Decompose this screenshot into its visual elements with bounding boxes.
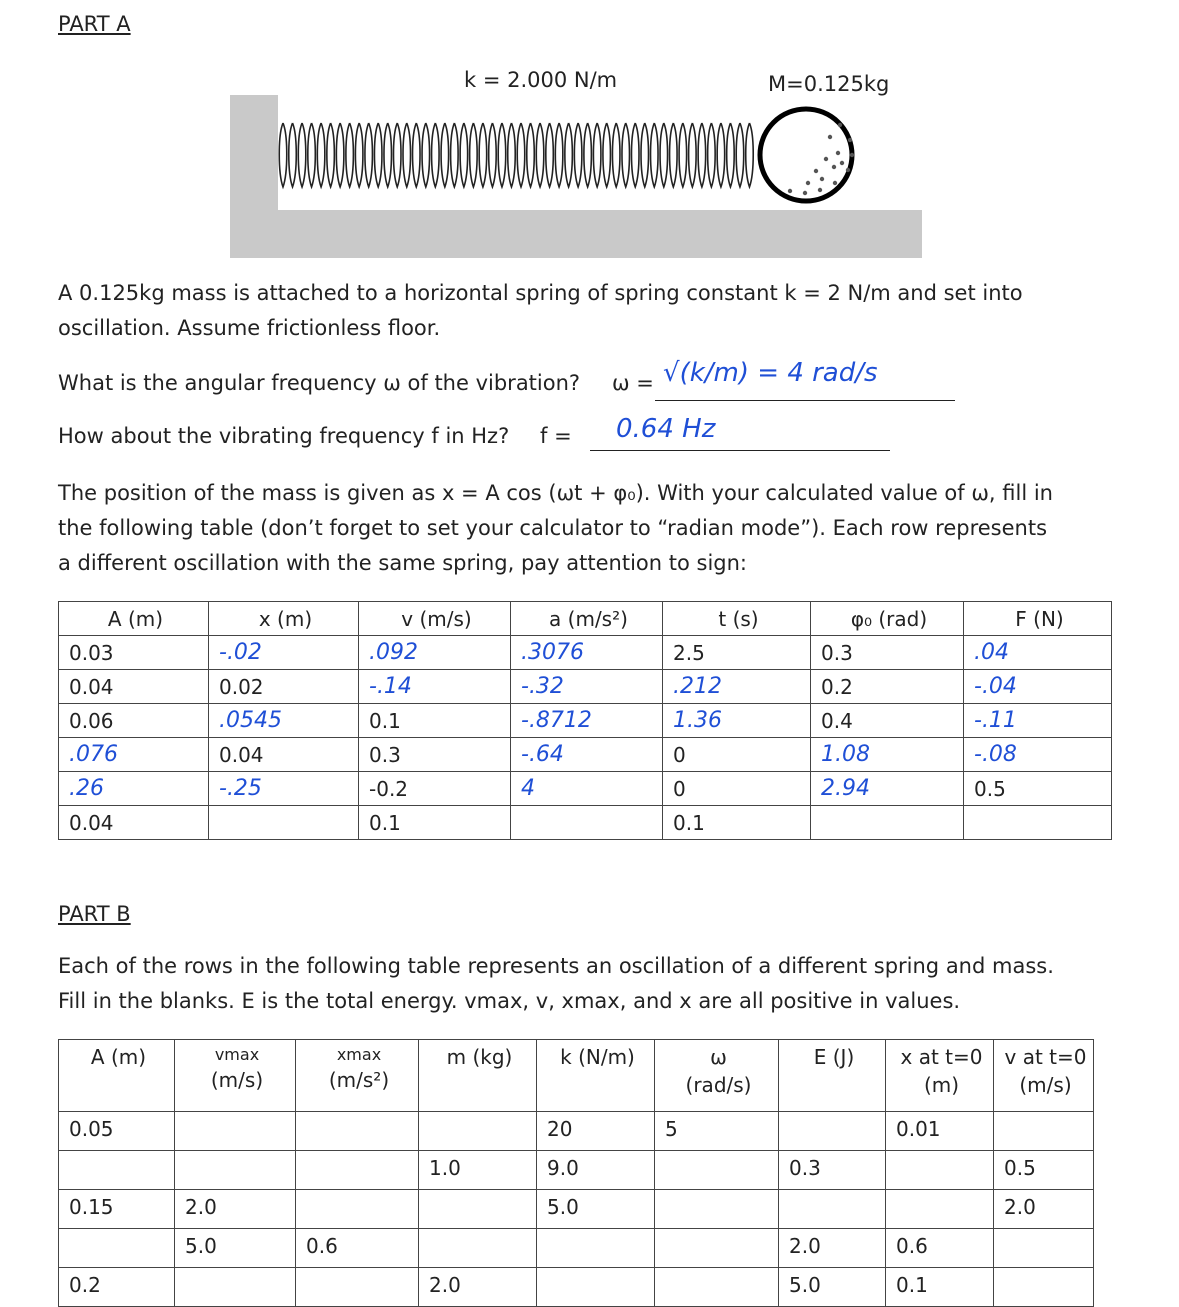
- part-b-header-label: xmax: [336, 1045, 382, 1064]
- part-b-header-label: v at t=0: [1004, 1045, 1087, 1069]
- part-a-table-cell: 2.5: [663, 636, 811, 670]
- part-a-table-cell: 0: [663, 738, 811, 772]
- part-a-table-cell: 2.94: [811, 772, 964, 806]
- part-b-header-unit: (m/s²): [328, 1068, 390, 1092]
- part-a-table-cell: .26: [59, 772, 209, 806]
- part-a-table-cell: -.11: [964, 704, 1112, 738]
- golf-ball-dimple: [788, 189, 792, 193]
- part-b-table-cell: 20: [537, 1112, 655, 1151]
- part-a-column-header: a (m/s²): [511, 602, 663, 636]
- wall: [230, 95, 278, 258]
- part-b-table-cell: 2.0: [779, 1229, 886, 1268]
- part-a-column-header: x (m): [209, 602, 359, 636]
- part-a-table-cell: .212: [663, 670, 811, 704]
- omega-prefix: ω =: [612, 371, 654, 395]
- part-b-table-cell[interactable]: [175, 1151, 296, 1190]
- part-a-table-cell: 0.3: [359, 738, 511, 772]
- part-b-table-cell[interactable]: [994, 1229, 1094, 1268]
- part-b-table-cell[interactable]: [296, 1112, 419, 1151]
- part-b-table-cell: 0.05: [59, 1112, 175, 1151]
- part-a-table-cell: 0.04: [59, 670, 209, 704]
- part-b-header-label: vmax: [214, 1045, 260, 1064]
- part-a-table-cell: -.08: [964, 738, 1112, 772]
- part-a-table-cell: 0.4: [811, 704, 964, 738]
- part-a-table-cell: -.64: [511, 738, 663, 772]
- golf-ball-dimple: [838, 123, 842, 127]
- part-a-column-header: A (m): [59, 602, 209, 636]
- part-a-table-cell: -.14: [359, 670, 511, 704]
- part-a-table-row: [59, 806, 1112, 840]
- part-b-table-row: [59, 1190, 1094, 1229]
- part-a-table-row: [59, 738, 1112, 772]
- part-b-table-cell: 5.0: [175, 1229, 296, 1268]
- part-b-table-cell[interactable]: [59, 1229, 175, 1268]
- part-b-table-row: [59, 1151, 1094, 1190]
- part-b-column-header: [537, 1040, 655, 1112]
- golf-ball-dimple: [850, 153, 854, 157]
- part-a-table: [58, 601, 1112, 840]
- mass-label: M=0.125kg: [768, 72, 890, 96]
- golf-ball-dimple: [818, 188, 822, 192]
- part-b-table-cell: 5.0: [537, 1190, 655, 1229]
- part-b-table-cell: 2.0: [175, 1190, 296, 1229]
- part-b-header-label: E (J): [813, 1045, 855, 1069]
- spring-mass-figure: [230, 95, 922, 260]
- part-a-table-cell: 0.2: [811, 670, 964, 704]
- part-a-table-cell: 0.04: [59, 806, 209, 840]
- part-a-table-cell: 0.3: [811, 636, 964, 670]
- part-a-table-cell: 0.03: [59, 636, 209, 670]
- part-b-header-unit: (rad/s): [685, 1073, 752, 1097]
- floor: [230, 210, 922, 258]
- part-b-table-cell[interactable]: [419, 1229, 537, 1268]
- part-a-table-cell[interactable]: [511, 806, 663, 840]
- part-a-table-cell: .076: [59, 738, 209, 772]
- part-a-table-cell: -.8712: [511, 704, 663, 738]
- part-b-table-cell: 1.0: [419, 1151, 537, 1190]
- part-a-table-cell: .3076: [511, 636, 663, 670]
- part-b-table-cell[interactable]: [296, 1190, 419, 1229]
- part-b-table-cell: 2.0: [419, 1268, 537, 1307]
- part-b-table-row: [59, 1112, 1094, 1151]
- part-b-column-header: [59, 1040, 175, 1112]
- part-a-table-cell: 0.02: [209, 670, 359, 704]
- golf-ball-dimple: [814, 169, 818, 173]
- part-a-table-cell: 1.08: [811, 738, 964, 772]
- part-a-table-cell: .0545: [209, 704, 359, 738]
- position-para-line-1: The position of the mass is given as x = A cos (ωt + φ₀). With your calculated value of ω, fill in: [58, 481, 1053, 505]
- part-a-table-cell: .092: [359, 636, 511, 670]
- part-a-column-header: φ₀ (rad): [811, 602, 964, 636]
- part-a-column-header: F (N): [964, 602, 1112, 636]
- part-b-table-cell[interactable]: [655, 1229, 779, 1268]
- part-b-table-cell[interactable]: [886, 1190, 994, 1229]
- part-a-column-header: v (m/s): [359, 602, 511, 636]
- part-b-table-cell[interactable]: [419, 1190, 537, 1229]
- part-b-table-cell: 0.01: [886, 1112, 994, 1151]
- position-para-line-3: a different oscillation with the same spring, pay attention to sign:: [58, 551, 747, 575]
- spring-constant-label: k = 2.000 N/m: [464, 68, 618, 92]
- golf-ball-dimple: [848, 138, 852, 142]
- part-b-table-cell[interactable]: [419, 1112, 537, 1151]
- part-b-para-line-1: Each of the rows in the following table represents an oscillation of a different spring and mass.: [58, 954, 1054, 978]
- part-a-table-cell: 0.06: [59, 704, 209, 738]
- part-b-table-cell[interactable]: [779, 1190, 886, 1229]
- golf-ball-dimple: [836, 151, 840, 155]
- part-b-column-header: [655, 1040, 779, 1112]
- golf-ball-dimple: [820, 177, 824, 181]
- part-a-table-cell[interactable]: [209, 806, 359, 840]
- part-b-table-cell: 0.1: [886, 1268, 994, 1307]
- part-a-table-cell: 0.1: [359, 704, 511, 738]
- part-b-table-cell: 0.15: [59, 1190, 175, 1229]
- part-b-table-cell: 0.6: [886, 1229, 994, 1268]
- frequency-prefix: f =: [540, 424, 572, 448]
- part-b-table-cell: 5.0: [779, 1268, 886, 1307]
- part-b-table-cell: 9.0: [537, 1151, 655, 1190]
- golf-ball-dimple: [806, 181, 810, 185]
- part-b-header-label: k (N/m): [560, 1045, 635, 1069]
- part-b-table-cell[interactable]: [296, 1151, 419, 1190]
- part-a-table-cell[interactable]: [964, 806, 1112, 840]
- golf-ball-dimple: [840, 161, 844, 165]
- part-a-table-cell: 0: [663, 772, 811, 806]
- part-b-column-header: [175, 1040, 296, 1112]
- part-b-header-unit: (m/s): [210, 1068, 264, 1092]
- part-a-table-cell: 0.5: [964, 772, 1112, 806]
- part-a-table-cell: -.32: [511, 670, 663, 704]
- part-a-table-cell[interactable]: [811, 806, 964, 840]
- position-para-line-2: the following table (don’t forget to set your calculator to “radian mode”). Each row represents: [58, 516, 1048, 540]
- part-b-header: PART B: [58, 902, 131, 926]
- omega-answer-field[interactable]: [655, 354, 955, 401]
- part-b-table-cell[interactable]: [175, 1112, 296, 1151]
- golf-ball-dimple: [828, 135, 832, 139]
- part-b-table: [58, 1039, 1094, 1307]
- part-b-column-header: [296, 1040, 419, 1112]
- part-a-table-cell: 0.04: [209, 738, 359, 772]
- golf-ball-dimple: [832, 165, 836, 169]
- golf-ball-dimple: [824, 157, 828, 161]
- part-b-table-cell[interactable]: [779, 1112, 886, 1151]
- part-a-table-row: [59, 772, 1112, 806]
- part-a-column-header: t (s): [663, 602, 811, 636]
- part-b-header-label: ω: [710, 1045, 727, 1069]
- part-b-table-cell: 0.2: [59, 1268, 175, 1307]
- part-a-table-cell: .04: [964, 636, 1112, 670]
- part-a-header-row: [59, 602, 1112, 636]
- part-a-header: PART A: [58, 12, 131, 36]
- part-b-table-cell[interactable]: [886, 1151, 994, 1190]
- part-b-header-unit: (m/s): [1019, 1073, 1072, 1097]
- part-a-table-cell: -.25: [209, 772, 359, 806]
- part-b-header-label: A (m): [90, 1045, 147, 1069]
- question-angular-frequency: What is the angular frequency ω of the vibration?: [58, 371, 581, 395]
- part-b-header-label: x at t=0: [900, 1045, 983, 1069]
- part-b-table-cell: 2.0: [994, 1190, 1094, 1229]
- part-b-column-header: [779, 1040, 886, 1112]
- part-a-table-cell: 4: [511, 772, 663, 806]
- part-b-column-header: [419, 1040, 537, 1112]
- part-a-table-row: [59, 704, 1112, 738]
- question-frequency: How about the vibrating frequency f in Hz?: [58, 424, 510, 448]
- frequency-answer: 0.64 Hz: [616, 414, 716, 444]
- part-b-header-unit: (m): [923, 1073, 960, 1097]
- spring-icon: [279, 123, 762, 187]
- part-b-table-row: [59, 1229, 1094, 1268]
- part-b-table-cell: 0.3: [779, 1151, 886, 1190]
- part-b-table-cell[interactable]: [655, 1151, 779, 1190]
- part-b-column-header: [994, 1040, 1094, 1112]
- part-b-header-row: [59, 1040, 1094, 1112]
- part-a-table-cell: 0.1: [359, 806, 511, 840]
- part-a-table-cell: -0.2: [359, 772, 511, 806]
- part-a-table-row: [59, 636, 1112, 670]
- golf-ball-dimple: [803, 191, 807, 195]
- intro-line-2: oscillation. Assume frictionless floor.: [58, 316, 441, 340]
- part-b-table-cell: 0.5: [994, 1151, 1094, 1190]
- frequency-answer-field[interactable]: [590, 412, 890, 451]
- part-b-header-label: m (kg): [446, 1045, 513, 1069]
- part-a-table-cell: 0.1: [663, 806, 811, 840]
- part-b-column-header: [886, 1040, 994, 1112]
- part-a-table-cell: -.02: [209, 636, 359, 670]
- part-b-table-cell: 5: [655, 1112, 779, 1151]
- intro-line-1: A 0.125kg mass is attached to a horizontal spring of spring constant k = 2 N/m and set into: [58, 281, 1023, 305]
- part-b-para-line-2: Fill in the blanks. E is the total energy. vmax, v, xmax, and x are all positive in values.: [58, 989, 961, 1013]
- part-b-table-cell[interactable]: [537, 1229, 655, 1268]
- part-b-table-cell[interactable]: [655, 1190, 779, 1229]
- part-a-table-cell: -.04: [964, 670, 1112, 704]
- part-a-table-row: [59, 670, 1112, 704]
- part-b-table-cell[interactable]: [994, 1112, 1094, 1151]
- golf-ball-dimple: [846, 168, 850, 172]
- part-a-table-cell: 1.36: [663, 704, 811, 738]
- omega-answer: √(k/m) = 4 rad/s: [663, 358, 878, 388]
- part-b-table-cell[interactable]: [59, 1151, 175, 1190]
- golf-ball-icon: [760, 109, 854, 201]
- golf-ball-dimple: [833, 181, 837, 185]
- part-b-table-cell: 0.6: [296, 1229, 419, 1268]
